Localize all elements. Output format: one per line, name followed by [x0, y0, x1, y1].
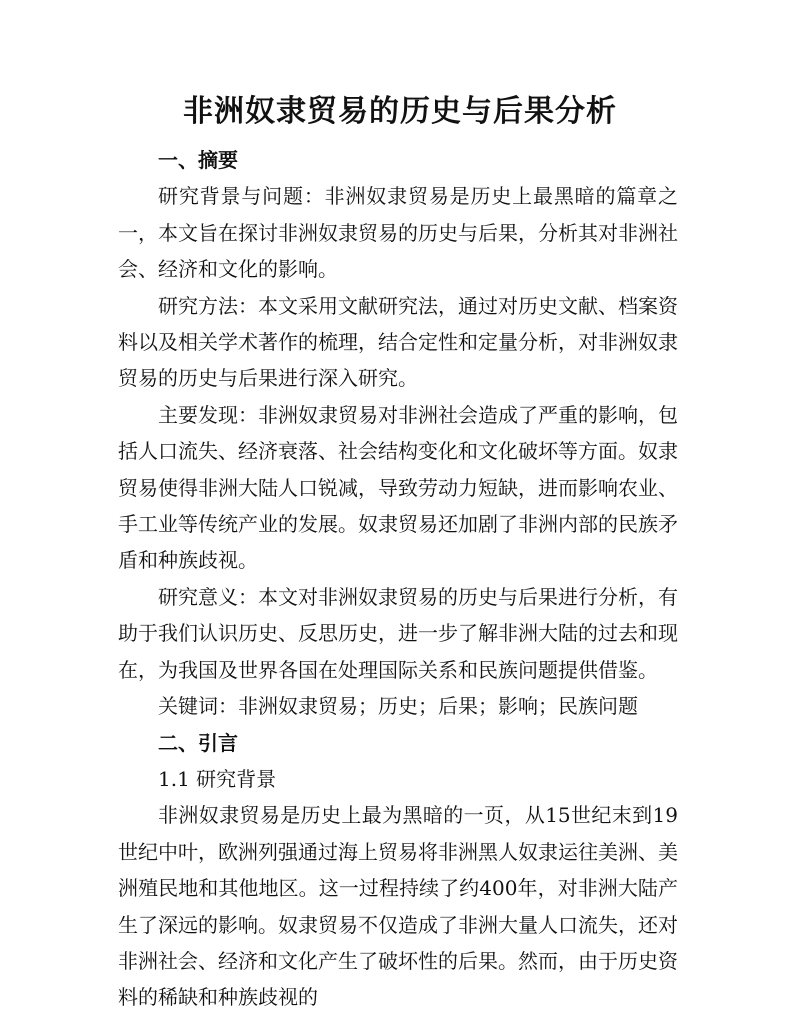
introduction-paragraph: 非洲奴隶贸易是历史上最为黑暗的一页，从15世纪末到19世纪中叶，欧洲列强通过海上贸易将非洲黑人奴隶运往美洲、美洲殖民地和其他地区。这一过程持续了约400年，对非洲大陆产生了深远的影响。奴隶贸易不仅造成了非洲大量人口流失，还对非洲社会、经济和文化产生了破坏性的后果。然而，由于历史资料的稀缺和种族歧视的	[118, 803, 678, 1010]
abstract-findings-paragraph: 主要发现：非洲奴隶贸易对非洲社会造成了严重的影响，包括人口流失、经济衰落、社会结构变化和文化破坏等方面。奴隶贸易使得非洲大陆人口锐减，导致劳动力短缺，进而影响农业、手工业等传统产业的发展。奴隶贸易还加剧了非洲内部的民族矛盾和种族歧视。	[118, 402, 678, 573]
abstract-heading: 一、摘要	[158, 148, 238, 172]
introduction-heading: 二、引言	[158, 730, 238, 755]
abstract-background-paragraph: 研究背景与问题：非洲奴隶贸易是历史上最黑暗的篇章之一，本文旨在探讨非洲奴隶贸易的历史与后果，分析其对非洲社会、经济和文化的影响。	[118, 184, 678, 282]
document-title: 非洲奴隶贸易的历史与后果分析	[183, 94, 617, 129]
keywords-line: 关键词：非洲奴隶贸易；历史；后果；影响；民族问题	[158, 694, 638, 719]
document-body	[118, 142, 678, 1016]
section-1-1-heading: 1.1 研究背景	[158, 766, 277, 791]
abstract-method-paragraph: 研究方法：本文采用文献研究法，通过对历史文献、档案资料以及相关学术著作的梳理，结合定性和定量分析，对非洲奴隶贸易的历史与后果进行深入研究。	[118, 293, 678, 391]
abstract-significance-paragraph: 研究意义：本文对非洲奴隶贸易的历史与后果进行分析，有助于我们认识历史、反思历史，进一步了解非洲大陆的过去和现在，为我国及世界各国在处理国际关系和民族问题提供借鉴。	[118, 584, 678, 682]
